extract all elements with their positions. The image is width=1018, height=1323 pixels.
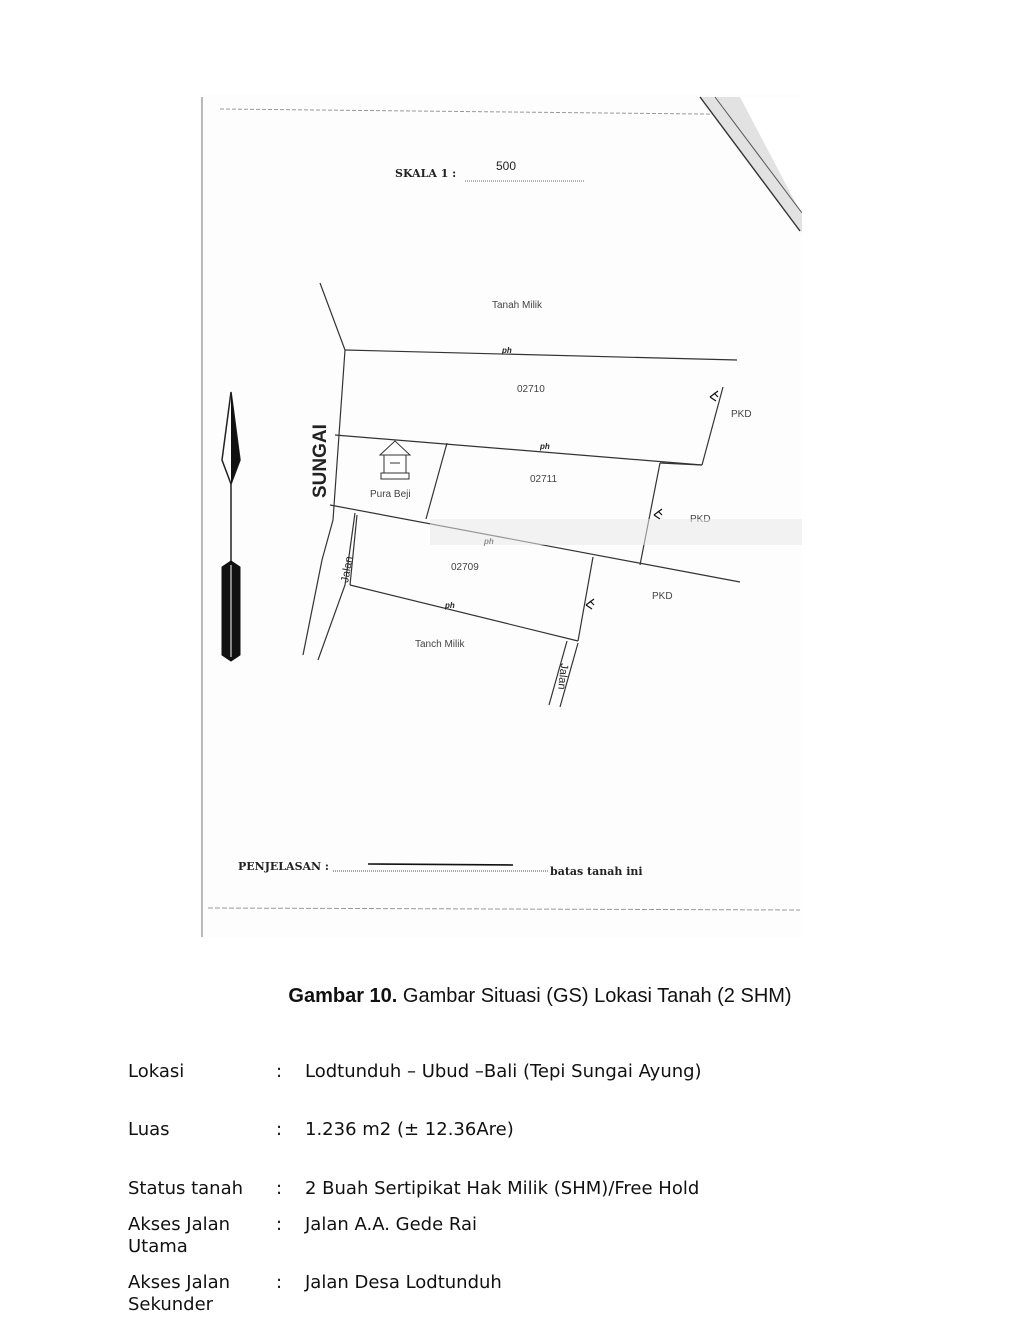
detail-label: Status tanah: [128, 1178, 244, 1199]
land-label-top: Tanah Milik: [492, 300, 543, 311]
detail-separator: :: [276, 1119, 283, 1140]
detail-separator: :: [276, 1214, 283, 1235]
legend-boundary-sample: [368, 864, 513, 865]
boundary-label: ph: [502, 346, 512, 355]
detail-separator: :: [276, 1178, 283, 1199]
boundary-label: ph: [445, 601, 455, 610]
scale-label: SKALA 1 :: [395, 167, 457, 180]
scale-value: 500: [496, 159, 517, 173]
land-label-bottom: Tanch Milik: [415, 639, 465, 650]
river-label: SUNGAI: [310, 424, 331, 498]
road-label-left: Jalan: [339, 555, 356, 584]
detail-label: Lokasi: [128, 1061, 185, 1082]
detail-label: Akses Jalan Sekunder: [128, 1272, 231, 1315]
parcel-number: 02709: [451, 562, 479, 573]
landmark-label: Pura Beji: [370, 489, 411, 500]
north-arrow-icon: [222, 392, 240, 661]
detail-value: Lodtunduh – Ubud –Bali (Tepi Sungai Ayung): [305, 1061, 702, 1082]
parcel-number: 02710: [517, 384, 545, 395]
map-drawing: [200, 95, 802, 937]
legend-label: PENJELASAN :: [238, 860, 329, 873]
detail-separator: :: [276, 1061, 283, 1082]
pkd-label: PKD: [731, 409, 752, 420]
figure-caption: [0, 985, 1018, 1008]
folded-corner: [700, 97, 802, 233]
figure-title: Gambar Situasi (GS) Lokasi Tanah (2 SHM): [397, 985, 792, 1007]
road-left-edge: [318, 513, 355, 660]
parcel-number: 02711: [530, 474, 558, 485]
detail-label: Akses Jalan Utama: [128, 1214, 231, 1257]
scan-shadow-band: [430, 519, 802, 545]
detail-value: Jalan Desa Lodtunduh: [305, 1272, 502, 1293]
detail-value: Jalan A.A. Gede Rai: [305, 1214, 478, 1235]
temple-icon: [380, 441, 410, 479]
road-label-right: Jalan: [555, 662, 570, 691]
legend-text: batas tanah ini: [550, 865, 643, 878]
pkd-label: PKD: [652, 591, 673, 602]
pkd-marker-icon: [586, 391, 718, 609]
boundary-label: ph: [540, 442, 550, 451]
detail-value: 1.236 m2 (± 12.36Are): [305, 1119, 514, 1140]
detail-value: 2 Buah Sertipikat Hak Milik (SHM)/Free Hold: [305, 1178, 700, 1199]
figure-number: Gambar 10.: [288, 985, 398, 1007]
detail-separator: :: [276, 1272, 283, 1293]
detail-label: Luas: [128, 1119, 170, 1140]
sheet-bottom-border: [208, 908, 800, 910]
situation-map: [200, 95, 802, 937]
